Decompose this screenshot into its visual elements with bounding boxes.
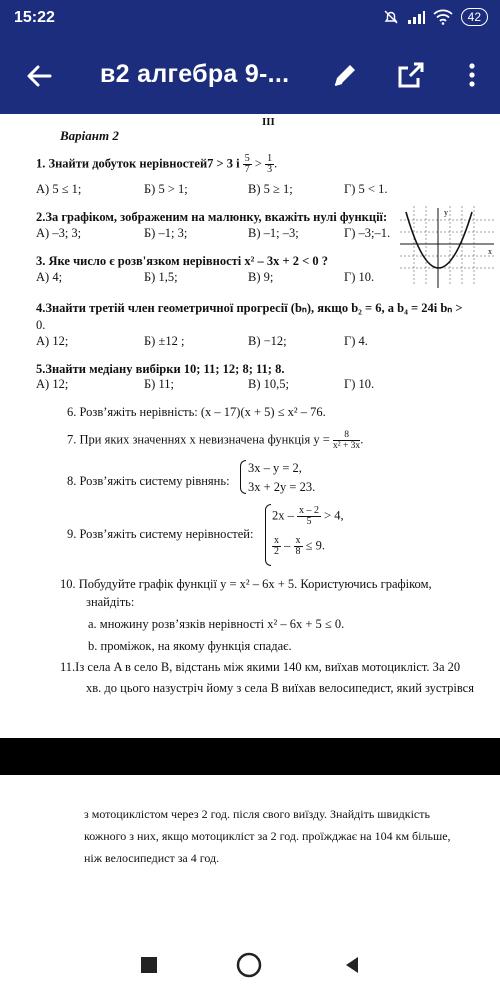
question-4-cont: 0.	[36, 318, 46, 332]
question-5: 5.Знайти медіану вибірки 10; 11; 12; 8; 11; 8.	[36, 362, 285, 376]
option-d: Г) 10.	[344, 377, 375, 391]
signal-icon	[407, 10, 425, 24]
question-5-options	[36, 377, 374, 392]
option-c: В) 5 ≥ 1;	[248, 182, 293, 196]
status-time: 15:22	[14, 9, 55, 26]
back-button-icon[interactable]	[342, 955, 362, 975]
app-bar	[0, 36, 500, 114]
system-nav-bar	[0, 935, 500, 1000]
option-b: Б) –1; 3;	[144, 226, 188, 240]
question-1: 1. Знайти добуток нерівностей7 > 3 і $\frac{5}{7}$ > $\frac{1}{3}$ .	[36, 153, 278, 175]
question-6: 6. Розв’яжіть нерівність: (x – 17)(x + 5) ≤ x² – 76.	[67, 405, 326, 419]
question-3-options	[36, 270, 374, 285]
question-4-options	[36, 334, 368, 349]
question-11-cont-2: кожного з них, якщо мотоцикліст за 2 год. проїжджає на 104 км більше,	[84, 829, 451, 843]
q9-inequality-2: $\frac{x}{2}$ – $\frac{x}{8}$ ≤ 9.	[274, 535, 325, 557]
question-7: 7. При яких значеннях x невизначена функція y = $\frac{8}{\text{x² + 3x}}$ .	[67, 430, 364, 451]
option-d: Г) 10.	[344, 270, 375, 284]
page-gap	[0, 738, 500, 775]
open-external-icon[interactable]	[394, 58, 428, 92]
question-10-cont: знайдіть:	[86, 595, 135, 609]
back-arrow-icon[interactable]	[20, 56, 60, 96]
question-11: 11.Із села A в село B, відстань між якими 140 км, виїхав мотоцикліст. За 20	[60, 660, 461, 674]
option-b: Б) ±12 ;	[144, 334, 185, 348]
option-d: Г) –3;–1.	[344, 226, 391, 240]
page-header: III	[262, 116, 275, 128]
recents-button-icon[interactable]	[139, 955, 159, 975]
q8-equation-1: 3x – y = 2,	[248, 461, 302, 475]
question-8: 8. Розв’яжіть систему рівнянь:	[67, 474, 230, 488]
option-a: А) 5 ≤ 1;	[36, 182, 82, 196]
home-button-icon[interactable]	[236, 952, 262, 978]
option-a: А) 12;	[36, 334, 69, 348]
question-10-b: b. проміжок, на якому функція спадає.	[88, 639, 292, 653]
question-11-cont-3: ніж велосипедист за 4 год.	[84, 851, 220, 865]
svg-text:x: x	[488, 247, 492, 256]
question-9: 9. Розв’яжіть систему нерівностей:	[67, 527, 254, 541]
document-title: в2 алгебра 9-...	[100, 60, 290, 88]
question-4: 4.Знайти третій член геометричної прогресії (bₙ), якщо b₂ = 6, а b₄ = 24і bₙ >	[36, 301, 463, 315]
question-11-cont-1: з мотоциклістом через 2 год. після свого виїзду. Знайдіть швидкість	[84, 807, 430, 821]
muted-notification-icon	[383, 9, 399, 25]
parabola-graph	[400, 206, 496, 288]
option-a: А) –3; 3;	[36, 226, 82, 240]
question-10: 10. Побудуйте графік функції y = x² – 6x + 5. Користуючись графіком,	[60, 577, 432, 591]
q8-equation-2: 3x + 2y = 23.	[248, 480, 316, 494]
option-a: А) 4;	[36, 270, 63, 284]
q9-inequality-1: 2x – $\frac{x - 2}{5}$ > 4,	[272, 505, 344, 527]
option-c: В) –1; –3;	[248, 226, 299, 240]
variant-heading: Варіант 2	[60, 128, 119, 143]
question-3: 3. Яке число є розв'язком нерівності x² – 3x + 2 < 0 ?	[36, 254, 329, 268]
option-c: В) −12;	[248, 334, 287, 348]
question-1-options	[36, 182, 387, 197]
status-bar	[0, 0, 500, 36]
battery-indicator: 42	[461, 8, 488, 26]
option-d: Г) 4.	[344, 334, 368, 348]
document-page	[0, 114, 500, 738]
document-page-2	[0, 775, 500, 935]
option-c: В) 10,5;	[248, 377, 289, 391]
wifi-icon	[433, 9, 453, 25]
question-11-line-2: хв. до цього назустріч йому з села B виїхав велосипедист, який зустрівся	[86, 681, 474, 695]
question-10-a: a. множину розв’язків нерівності x² – 6x + 5 ≤ 0.	[88, 617, 345, 631]
option-a: А) 12;	[36, 377, 69, 391]
status-icons	[383, 8, 488, 26]
option-b: Б) 1,5;	[144, 270, 178, 284]
option-d: Г) 5 < 1.	[344, 182, 388, 196]
system-brace	[240, 460, 246, 494]
system-brace	[265, 504, 271, 566]
option-b: Б) 11;	[144, 377, 174, 391]
svg-text:y: y	[444, 208, 448, 217]
question-2: 2.За графіком, зображеним на малюнку, вкажіть нулі функції:	[36, 210, 388, 224]
edit-pencil-icon[interactable]	[328, 58, 362, 92]
option-b: Б) 5 > 1;	[144, 182, 188, 196]
option-c: В) 9;	[248, 270, 274, 284]
more-options-icon[interactable]	[455, 58, 489, 92]
question-2-options	[36, 226, 390, 241]
